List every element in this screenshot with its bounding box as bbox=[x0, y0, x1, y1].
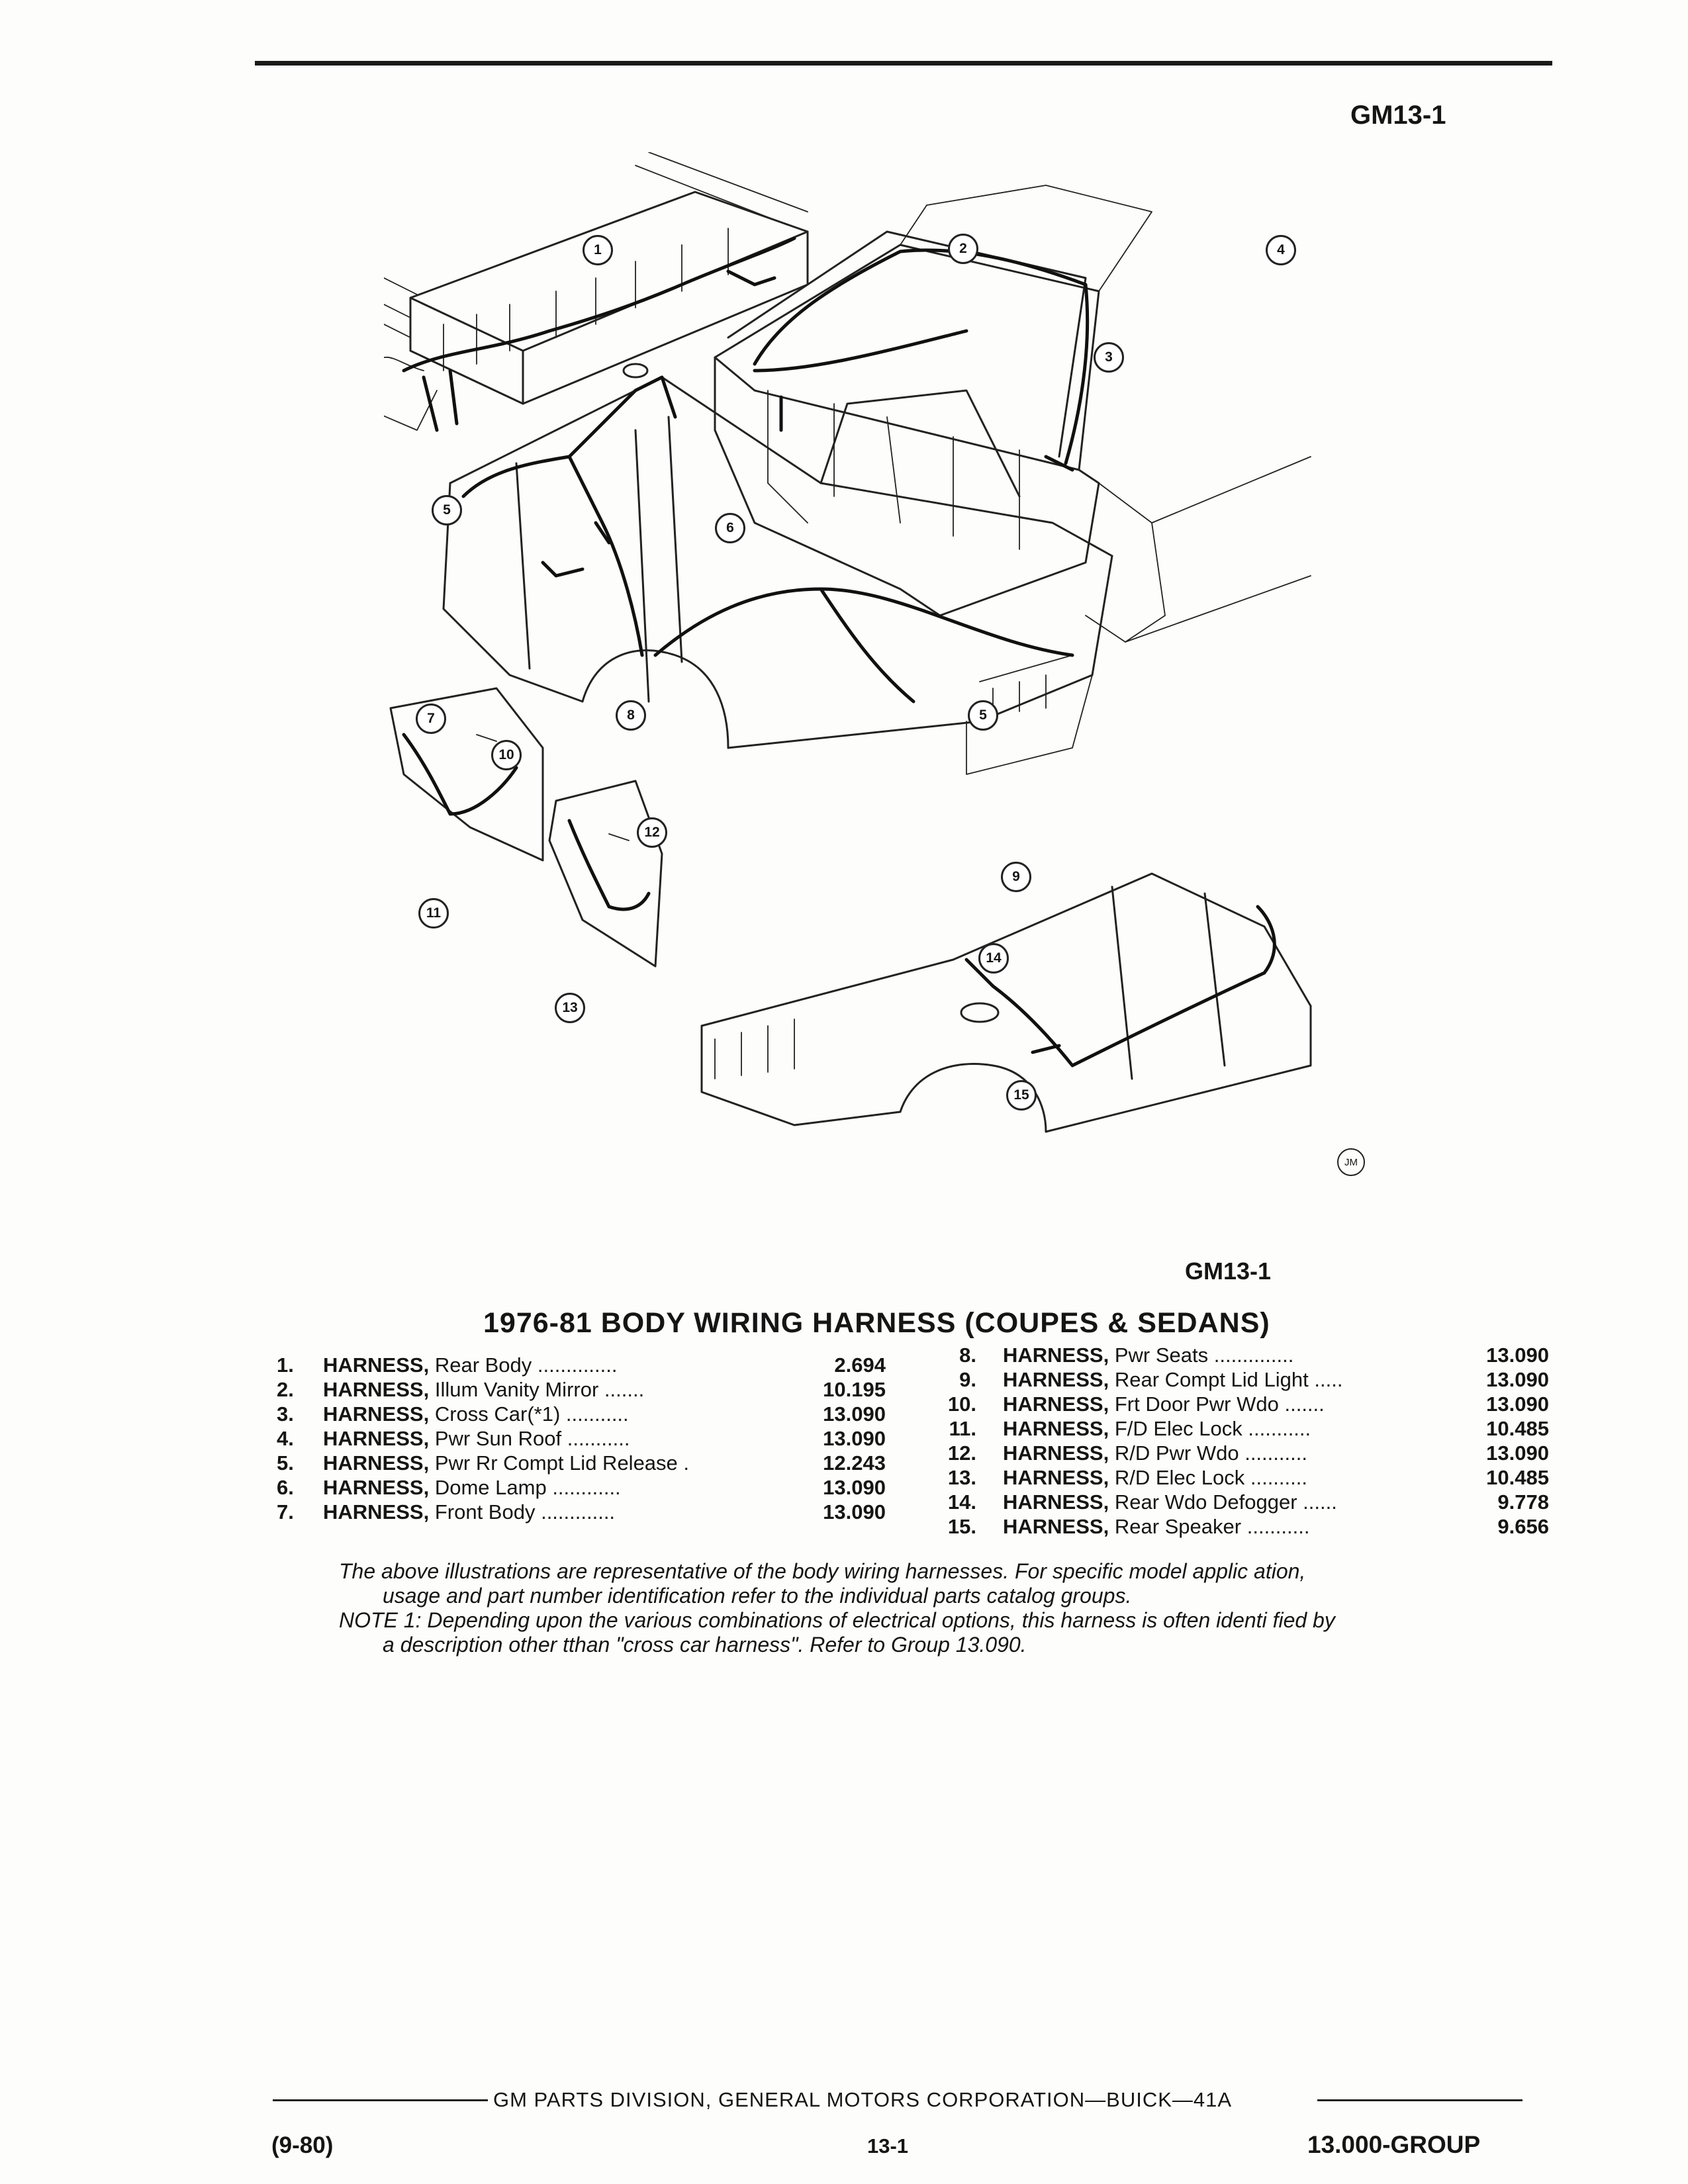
leader-dots: .............. bbox=[1213, 1343, 1294, 1367]
part-description: F/D Elec Lock bbox=[1114, 1417, 1243, 1440]
part-description: Frt Door Pwr Wdo bbox=[1114, 1392, 1279, 1416]
group-number: 13.090 bbox=[823, 1500, 886, 1524]
part-number: 8. bbox=[959, 1343, 976, 1367]
parts-row bbox=[927, 1490, 1549, 1515]
callout-13: 13 bbox=[555, 993, 585, 1023]
leader-dots: . bbox=[683, 1451, 690, 1475]
callout-3: 3 bbox=[1094, 342, 1124, 373]
parts-row bbox=[927, 1466, 1549, 1490]
leader-dots: ............ bbox=[552, 1476, 621, 1499]
part-name: HARNESS, bbox=[1003, 1441, 1109, 1465]
part-name: HARNESS, bbox=[323, 1451, 430, 1475]
group-number: 12.243 bbox=[823, 1451, 886, 1475]
part-description: Dome Lamp bbox=[434, 1476, 547, 1499]
part-number: 9. bbox=[959, 1368, 976, 1391]
group-number: 10.485 bbox=[1486, 1466, 1549, 1489]
part-name: HARNESS, bbox=[1003, 1515, 1109, 1538]
part-description: Pwr Seats bbox=[1114, 1343, 1209, 1367]
parts-row bbox=[927, 1392, 1549, 1417]
callout-4: 4 bbox=[1266, 235, 1296, 265]
callout-10: 10 bbox=[491, 740, 522, 770]
callout-6: 6 bbox=[715, 513, 745, 543]
callout-2: 2 bbox=[948, 234, 978, 264]
part-number: 6. bbox=[277, 1476, 294, 1499]
part-number: 4. bbox=[277, 1427, 294, 1450]
parts-row bbox=[277, 1427, 886, 1451]
leader-dots: ........... bbox=[1248, 1417, 1311, 1440]
part-name: HARNESS, bbox=[323, 1353, 430, 1377]
parts-list-right bbox=[927, 1343, 1549, 1539]
main-body-view bbox=[444, 364, 1112, 774]
part-description: Pwr Rr Compt Lid Release bbox=[434, 1451, 678, 1475]
part-description: Illum Vanity Mirror bbox=[434, 1378, 599, 1401]
part-number: 3. bbox=[277, 1402, 294, 1426]
group-number: 2.694 bbox=[834, 1353, 886, 1377]
rear-body-view bbox=[384, 152, 808, 430]
part-description: Cross Car(*1) bbox=[434, 1402, 561, 1426]
callout-5: 5 bbox=[432, 495, 462, 525]
page-title: 1976-81 BODY WIRING HARNESS (COUPES & SEDANS) bbox=[483, 1307, 1270, 1339]
parts-row bbox=[277, 1402, 886, 1427]
parts-row bbox=[927, 1368, 1549, 1392]
part-description: Pwr Sun Roof bbox=[434, 1427, 562, 1450]
callout-14: 14 bbox=[978, 943, 1009, 974]
callout-15: 15 bbox=[1006, 1080, 1037, 1111]
callout-7: 7 bbox=[416, 704, 446, 734]
part-name: HARNESS, bbox=[1003, 1490, 1109, 1514]
callout-11: 11 bbox=[418, 898, 449, 929]
group-number: 10.195 bbox=[823, 1378, 886, 1401]
group-number: 9.778 bbox=[1497, 1490, 1549, 1514]
part-name: HARNESS, bbox=[323, 1402, 430, 1426]
parts-list-left bbox=[277, 1353, 886, 1525]
group-number: 13.090 bbox=[1486, 1392, 1549, 1416]
footer-publisher: GM PARTS DIVISION, GENERAL MOTORS CORPORATION—BUICK—41A bbox=[493, 2088, 1233, 2111]
group-number: 13.090 bbox=[823, 1402, 886, 1426]
part-name: HARNESS, bbox=[323, 1378, 430, 1401]
part-name: HARNESS, bbox=[1003, 1417, 1109, 1440]
group-number: 13.090 bbox=[1486, 1343, 1549, 1367]
top-rule bbox=[255, 61, 1552, 66]
leader-dots: ...... bbox=[1303, 1490, 1337, 1514]
part-name: HARNESS, bbox=[323, 1427, 430, 1450]
part-name: HARNESS, bbox=[1003, 1343, 1109, 1367]
leader-dots: ............. bbox=[541, 1500, 616, 1524]
artist-mark: JM bbox=[1337, 1148, 1365, 1176]
callout-5b: 5 bbox=[968, 700, 998, 731]
footer-rule-right bbox=[1317, 2099, 1523, 2101]
callout-9: 9 bbox=[1001, 862, 1031, 892]
part-number: 1. bbox=[277, 1353, 294, 1377]
parts-row bbox=[277, 1476, 886, 1500]
part-number: 13. bbox=[947, 1466, 976, 1489]
leader-dots: ........... bbox=[1244, 1441, 1307, 1465]
part-name: HARNESS, bbox=[1003, 1368, 1109, 1391]
part-number: 7. bbox=[277, 1500, 294, 1524]
group-number: 13.090 bbox=[1486, 1441, 1549, 1465]
leader-dots: .......... bbox=[1250, 1466, 1307, 1489]
part-name: HARNESS, bbox=[1003, 1392, 1109, 1416]
note-line-3: NOTE 1: Depending upon the various combinations of electrical options, this harness is often identi fied by bbox=[339, 1608, 1335, 1632]
group-number: 9.656 bbox=[1497, 1515, 1549, 1538]
leader-dots: ........... bbox=[1246, 1515, 1310, 1538]
parts-row bbox=[277, 1378, 886, 1402]
leader-dots: .............. bbox=[537, 1353, 618, 1377]
leader-dots: ........... bbox=[567, 1427, 630, 1450]
part-description: R/D Elec Lock bbox=[1114, 1466, 1245, 1489]
part-number: 11. bbox=[949, 1417, 976, 1440]
part-name: HARNESS, bbox=[1003, 1466, 1109, 1489]
leader-dots: ....... bbox=[1284, 1392, 1325, 1416]
part-name: HARNESS, bbox=[323, 1476, 430, 1499]
note-line-4: a description other tthan "cross car harness". Refer to Group 13.090. bbox=[383, 1633, 1027, 1657]
note-line-1: The above illustrations are representative of the body wiring harnesses. For specific model applic ation, bbox=[339, 1559, 1306, 1583]
footer-rule-left bbox=[273, 2099, 488, 2101]
group-number: 10.485 bbox=[1486, 1417, 1549, 1440]
group-number: 13.090 bbox=[823, 1427, 886, 1450]
footer-date: (9-80) bbox=[271, 2132, 334, 2158]
note-line-2: usage and part number identification refer to the individual parts catalog groups. bbox=[383, 1584, 1132, 1608]
part-description: Rear Compt Lid Light bbox=[1114, 1368, 1309, 1391]
part-description: Front Body bbox=[434, 1500, 536, 1524]
group-number: 13.090 bbox=[823, 1476, 886, 1499]
leader-dots: ..... bbox=[1314, 1368, 1343, 1391]
part-description: Rear Speaker bbox=[1114, 1515, 1242, 1538]
cowl-view bbox=[715, 185, 1311, 642]
page-code: GM13-1 bbox=[1350, 101, 1446, 130]
leader-dots: ........... bbox=[565, 1402, 629, 1426]
footer-group: 13.000-GROUP bbox=[1307, 2131, 1481, 2158]
callout-12: 12 bbox=[637, 817, 667, 848]
parts-row bbox=[277, 1451, 886, 1476]
parts-row bbox=[277, 1500, 886, 1525]
figure-code: GM13-1 bbox=[1185, 1257, 1272, 1285]
parts-row bbox=[927, 1417, 1549, 1441]
wiring-illustration bbox=[384, 152, 1456, 1244]
group-number: 13.090 bbox=[1486, 1368, 1549, 1391]
parts-row bbox=[927, 1515, 1549, 1539]
part-number: 5. bbox=[277, 1451, 294, 1475]
callout-8: 8 bbox=[616, 700, 646, 731]
part-number: 10. bbox=[947, 1392, 976, 1416]
parts-row bbox=[277, 1353, 886, 1378]
part-name: HARNESS, bbox=[323, 1500, 430, 1524]
callout-1: 1 bbox=[583, 235, 613, 265]
part-number: 2. bbox=[277, 1378, 294, 1401]
part-number: 15. bbox=[947, 1515, 976, 1538]
footer-page-number: 13-1 bbox=[867, 2134, 909, 2158]
parts-row bbox=[927, 1343, 1549, 1368]
part-number: 14. bbox=[947, 1490, 976, 1514]
leader-dots: ....... bbox=[604, 1378, 645, 1401]
parts-row bbox=[927, 1441, 1549, 1466]
part-number: 12. bbox=[947, 1441, 976, 1465]
part-description: Rear Wdo Defogger bbox=[1114, 1490, 1297, 1514]
part-description: R/D Pwr Wdo bbox=[1114, 1441, 1239, 1465]
part-description: Rear Body bbox=[434, 1353, 532, 1377]
